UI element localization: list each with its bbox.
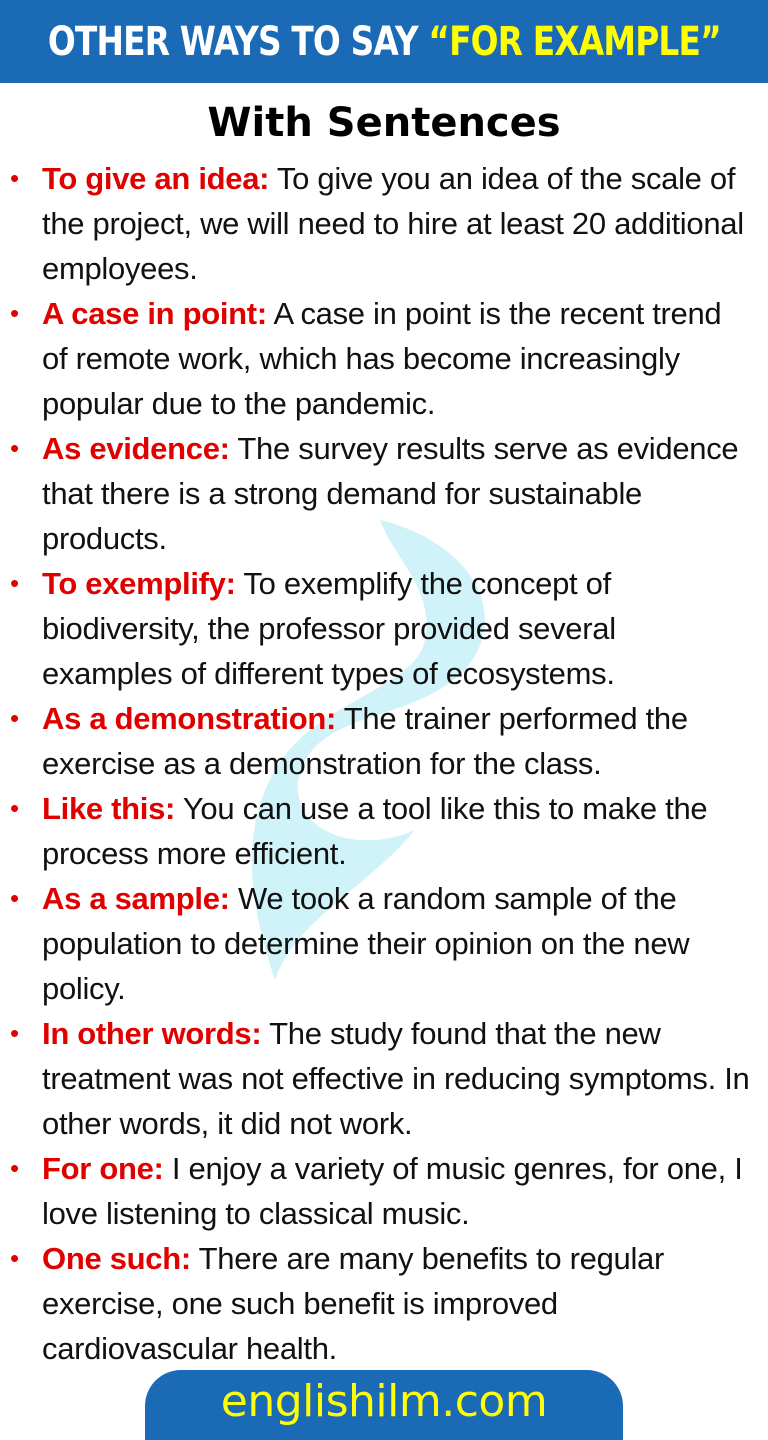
list-item xyxy=(0,1236,768,1371)
list-item xyxy=(0,1011,768,1146)
phrase-example: There are many benefits to regular exercise, one such benefit is improved cardiovascular health. xyxy=(42,1241,665,1366)
phrase-example: The survey results serve as evidence that there is a strong demand for sustainable products. xyxy=(42,431,739,556)
title-highlight: “FOR EXAMPLE” xyxy=(428,18,721,65)
list-item xyxy=(0,291,768,426)
list-item xyxy=(0,786,768,876)
phrase-example: We took a random sample of the population to determine their opinion on the new policy. xyxy=(42,881,690,1006)
phrase-example: The trainer performed the exercise as a demonstration for the class. xyxy=(42,701,688,781)
phrase-term: In other words: xyxy=(42,1016,262,1051)
header-banner xyxy=(0,0,768,83)
phrase-term: A case in point: xyxy=(42,296,267,331)
phrase-example: To give you an idea of the scale of the project, we will need to hire at least 20 additional employees. xyxy=(42,161,744,286)
site-link[interactable]: englishilm.com xyxy=(220,1376,548,1427)
list-item xyxy=(0,876,768,1011)
phrase-term: For one: xyxy=(42,1151,164,1186)
list-item xyxy=(0,156,768,291)
bullet-icon: • xyxy=(10,793,19,823)
footer-badge xyxy=(145,1370,623,1440)
phrase-example: I enjoy a variety of music genres, for one, I love listening to classical music. xyxy=(42,1151,743,1231)
list-item xyxy=(0,426,768,561)
bullet-icon: • xyxy=(10,163,19,193)
phrase-example: You can use a tool like this to make the process more efficient. xyxy=(42,791,708,871)
phrase-term: As evidence: xyxy=(42,431,230,466)
list-item xyxy=(0,561,768,696)
phrase-term: To exemplify: xyxy=(42,566,236,601)
phrase-term: As a demonstration: xyxy=(42,701,337,736)
bullet-icon: • xyxy=(10,1018,19,1048)
bullet-icon: • xyxy=(10,568,19,598)
phrase-example: To exemplify the concept of biodiversity, the professor provided several examples of different types of ecosystems. xyxy=(42,566,616,691)
bullet-icon: • xyxy=(10,1153,19,1183)
phrase-term: To give an idea: xyxy=(42,161,270,196)
phrase-term: One such: xyxy=(42,1241,191,1276)
phrase-term: As a sample: xyxy=(42,881,230,916)
bullet-icon: • xyxy=(10,1243,19,1273)
phrase-list xyxy=(0,156,768,1371)
list-item xyxy=(0,1146,768,1236)
bullet-icon: • xyxy=(10,883,19,913)
phrase-term: Like this: xyxy=(42,791,176,826)
bullet-icon: • xyxy=(10,703,19,733)
phrase-example: The study found that the new treatment was not effective in reducing symptoms. In other words, it did not work. xyxy=(42,1016,750,1141)
list-item xyxy=(0,696,768,786)
page-subtitle: With Sentences xyxy=(207,100,561,146)
phrase-example: A case in point is the recent trend of remote work, which has become increasingly popular due to the pandemic. xyxy=(42,296,722,421)
bullet-icon: • xyxy=(10,433,19,463)
title-prefix: OTHER WAYS TO SAY xyxy=(47,18,429,65)
bullet-icon: • xyxy=(10,298,19,328)
page-title xyxy=(48,19,721,65)
